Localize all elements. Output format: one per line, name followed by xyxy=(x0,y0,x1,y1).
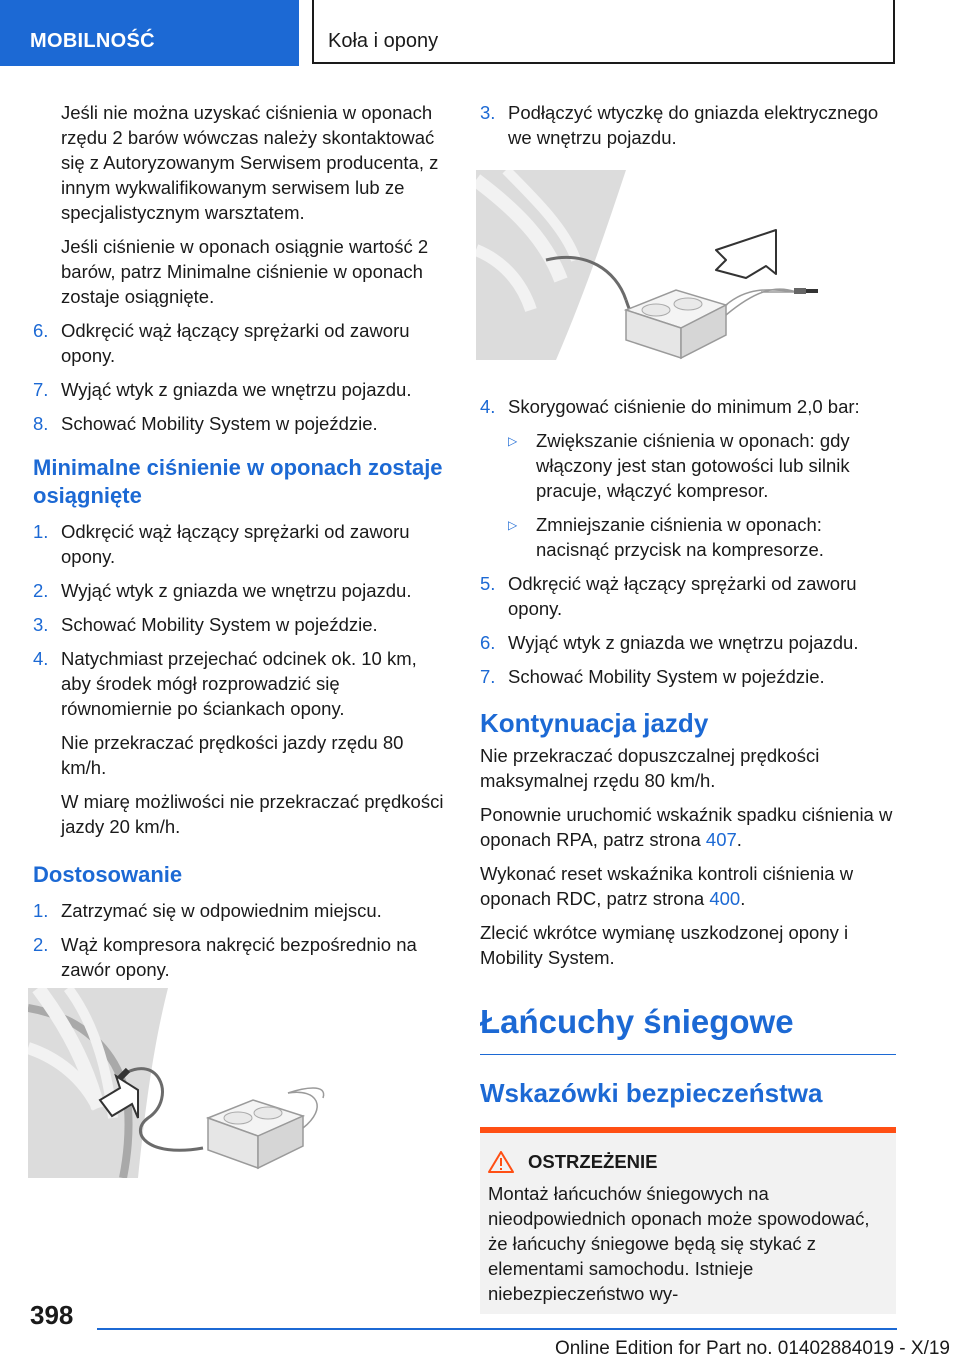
warning-text: Montaż łańcuchów śniegowych na nieodpowiednich oponach może spowodować, że łańcuchy śniegowe będą się stykać z elementami samochodu. Istnieje niebezpieczeństwo wy- xyxy=(488,1183,870,1304)
page-link-407[interactable]: 407 xyxy=(705,829,737,850)
list-item xyxy=(480,630,896,655)
step-text: Zatrzymać się w odpowiednim miejscu. xyxy=(61,900,382,921)
continue-paragraph-4: Zlecić wkrótce wymianę uszkodzonej opony i Mobility System. xyxy=(480,922,849,968)
step-text: Odkręcić wąż łączący sprężarki od zaworu opony. xyxy=(61,521,410,567)
heading-continue-driving: Kontynuacja jazdy xyxy=(480,708,709,738)
list-item xyxy=(33,932,448,982)
triangle-bullet-icon: ▷ xyxy=(508,434,518,448)
step-number: 6. xyxy=(33,320,49,341)
step-number: 4. xyxy=(33,648,49,669)
heading-safety-notes: Wskazówki bezpieczeństwa xyxy=(480,1078,823,1108)
list-item xyxy=(508,512,896,562)
continue-paragraph-2 xyxy=(480,802,896,852)
step-text: Schować Mobility System w pojeździe. xyxy=(61,614,378,635)
step-text: Odkręcić wąż łączący sprężarki od zaworu opony. xyxy=(61,320,410,366)
compressor-valve-illustration xyxy=(28,988,448,1178)
intro-paragraph-2: Jeśli ciśnienie w oponach osiągnie wartość 2 barów, patrz Minimalne ciśnienie w oponach zostaje osiągnięte. xyxy=(61,236,429,307)
step-number: 5. xyxy=(480,573,496,594)
left-column xyxy=(33,100,448,991)
footer-divider xyxy=(97,1328,897,1330)
list-item xyxy=(480,664,896,689)
list-item xyxy=(33,578,448,603)
step-number: 7. xyxy=(480,666,496,687)
bullet-text: Zmniejszanie ciśnienia w oponach: nacisnąć przycisk na kompresorze. xyxy=(536,514,824,560)
continue-text-end: . xyxy=(736,829,742,850)
continue-paragraph-1: Nie przekraczać dopuszczalnej prędkości maksymalnej rzędu 80 km/h. xyxy=(480,745,820,791)
step-text: Skorygować ciśnienie do minimum 2,0 bar: xyxy=(508,396,860,417)
step-number: 1. xyxy=(33,521,49,542)
warning-triangle-icon xyxy=(488,1151,514,1173)
compressor-valve-drawing xyxy=(28,988,448,1178)
step-number: 3. xyxy=(480,102,496,123)
footer-edition: Online Edition for Part no. 01402884019 - X/19 xyxy=(554,1338,950,1359)
header-chapter-title: Koła i opony xyxy=(312,0,895,64)
step-text: Podłączyć wtyczkę do gniazda elektrycznego we wnętrzu pojazdu. xyxy=(508,102,879,148)
heading-min-pressure: Minimalne ciśnienie w oponach zostaje osiągnięte xyxy=(33,455,443,508)
step-number: 4. xyxy=(480,396,496,417)
intro-paragraph-1: Jeśli nie można uzyskać ciśnienia w oponach rzędu 2 barów wówczas należy skontaktować się z Autoryzowanym Serwisem producenta, z innym wykwalifikowanym serwisem lub ze specjalistycznym warsztatem. xyxy=(61,102,439,223)
step-number: 8. xyxy=(33,413,49,434)
list-item xyxy=(33,612,448,637)
step-number: 6. xyxy=(480,632,496,653)
bullet-list xyxy=(508,428,896,562)
page-number: 398 xyxy=(30,1300,74,1330)
list-item xyxy=(480,571,896,621)
step-text: Wyjąć wtyk z gniazda we wnętrzu pojazdu. xyxy=(508,632,859,653)
step-number: 3. xyxy=(33,614,49,635)
page-link-400[interactable]: 400 xyxy=(709,888,741,909)
step-number: 7. xyxy=(33,379,49,400)
list-item xyxy=(33,411,448,436)
heading-adjustment: Dostosowanie xyxy=(33,862,183,887)
continue-text: Wykonać reset wskaźnika kontroli ciśnienia w oponach RDC, patrz strona xyxy=(480,863,854,909)
bullet-text: Zwiększanie ciśnienia w oponach: gdy włączony jest stan gotowości lub silnik pracuje, włączyć kompresor. xyxy=(536,430,850,501)
speed-note-2: W miarę możliwości nie przekraczać prędkości jazdy 20 km/h. xyxy=(61,791,444,837)
step-number: 2. xyxy=(33,580,49,601)
warning-header xyxy=(488,1151,888,1173)
continue-paragraph-3 xyxy=(480,861,896,911)
continue-text: Ponownie uruchomić wskaźnik spadku ciśnienia w oponach RPA, patrz strona xyxy=(480,804,893,850)
list-item xyxy=(33,318,448,368)
list-item xyxy=(33,898,448,923)
warning-title: OSTRZEŻENIE xyxy=(528,1151,658,1172)
step-text: Schować Mobility System w pojeździe. xyxy=(61,413,378,434)
speed-note-1: Nie przekraczać prędkości jazdy rzędu 80 km/h. xyxy=(61,732,404,778)
list-item xyxy=(480,100,896,150)
step-text: Wyjąć wtyk z gniazda we wnętrzu pojazdu. xyxy=(61,379,412,400)
list-item xyxy=(33,646,448,721)
header-section-tab: MOBILNOŚĆ xyxy=(0,0,299,66)
list-item xyxy=(508,428,896,503)
heading-snow-chains: Łańcuchy śniegowe xyxy=(480,1002,896,1055)
compressor-plug-drawing xyxy=(476,170,896,360)
list-item xyxy=(480,394,896,419)
step-number: 1. xyxy=(33,900,49,921)
list-item xyxy=(33,377,448,402)
list-item xyxy=(33,519,448,569)
step-text: Wąż kompresora nakręcić bezpośrednio na zawór opony. xyxy=(61,934,417,980)
continue-text-end: . xyxy=(740,888,746,909)
step-number: 2. xyxy=(33,934,49,955)
step-text: Wyjąć wtyk z gniazda we wnętrzu pojazdu. xyxy=(61,580,412,601)
compressor-plug-illustration xyxy=(476,170,896,360)
step-text: Natychmiast przejechać odcinek ok. 10 km, aby środek mógł rozprowadzić się równomiernie po ściankach opony. xyxy=(61,648,417,719)
warning-box xyxy=(480,1127,896,1314)
triangle-bullet-icon: ▷ xyxy=(508,518,518,532)
step-text: Schować Mobility System w pojeździe. xyxy=(508,666,825,687)
step-text: Odkręcić wąż łączący sprężarki od zaworu opony. xyxy=(508,573,857,619)
